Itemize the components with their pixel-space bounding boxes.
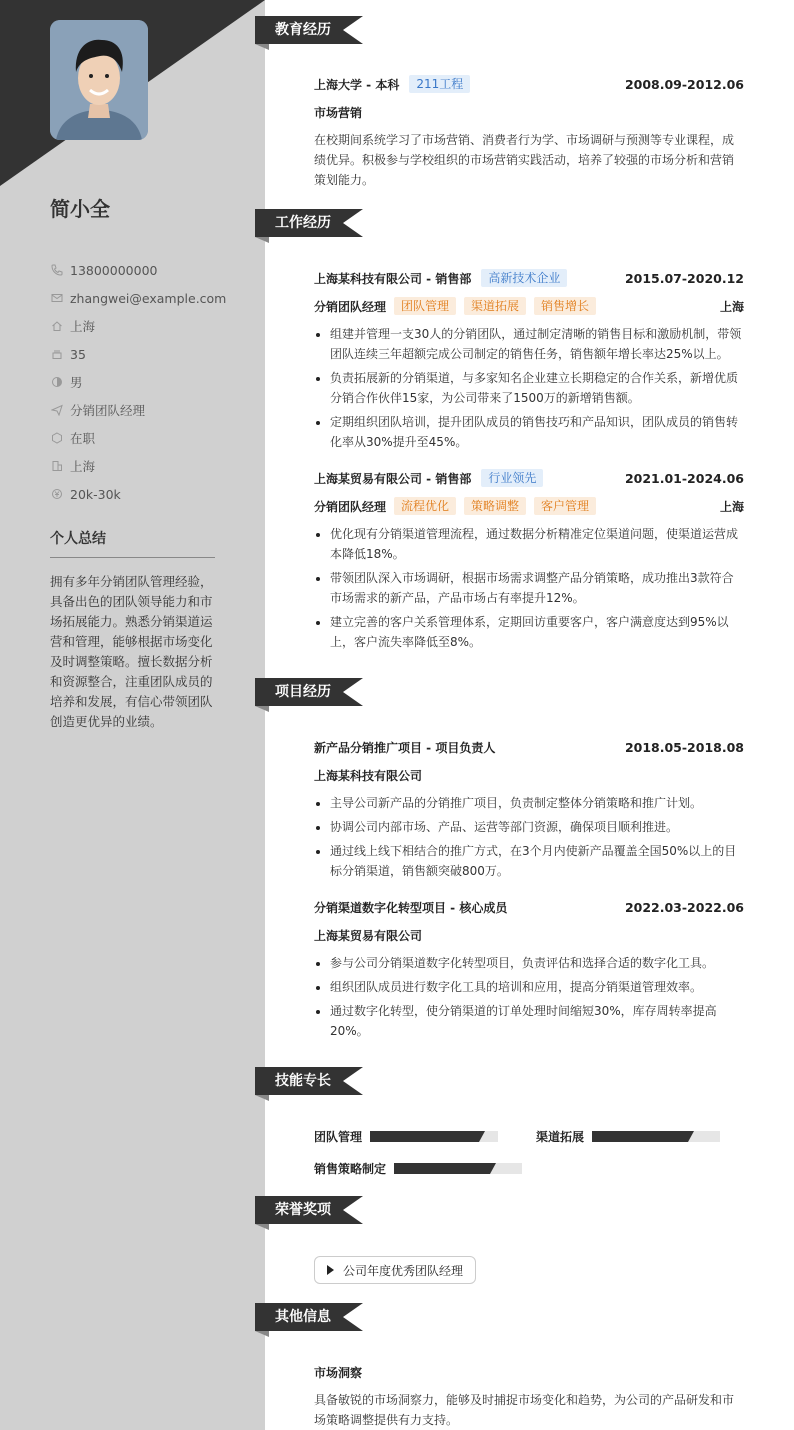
info-phone: 13800000000 [50,256,226,284]
info-location: 上海 [50,312,226,340]
skill-item: 销售策略制定 [314,1160,522,1177]
skill-tag: 渠道拓展 [464,297,526,315]
job-role: 分销团队经理 [314,499,387,514]
list-item: 带领团队深入市场调研，根据市场需求调整产品分销策略，成功推出3款符合市场需求的新产品，产品市场占有率提升12%。 [314,568,744,608]
skill-item: 渠道拓展 [536,1128,720,1145]
project-entry [314,737,744,885]
gender-icon [50,375,64,389]
sidebar [0,0,265,1430]
candidate-name: 简小全 [50,197,110,221]
education-desc: 在校期间系统学习了市场营销、消费者行为学、市场调研与预测等专业课程，成绩优异。积极参与学校组织的市场营销实践活动，培养了较强的市场分析和营销策划能力。 [314,133,735,187]
info-salary: 20k-30k [50,480,226,508]
work-entry [314,468,744,656]
job-role: 分销团队经理 [314,299,387,314]
list-item: 参与公司分销渠道数字化转型项目，负责评估和选择合适的数字化工具。 [314,953,744,973]
play-icon [327,1265,334,1275]
skill-tag: 流程优化 [394,497,456,515]
award-item: 公司年度优秀团队经理 [314,1256,476,1284]
list-item: 通过数字化转型，使分销渠道的订单处理时间缩短30%，库存周转率提高20%。 [314,1001,744,1041]
list-item: 定期组织团队培训，提升团队成员的销售技巧和产品知识，团队成员的销售转化率从30%提升至45%。 [314,412,744,452]
info-status: 在职 [50,424,226,452]
skill-bar [592,1131,720,1142]
info-email: zhangwei@example.com [50,284,226,312]
section-header-skills: 技能专长 [255,1067,363,1095]
avatar [50,20,148,140]
project-title: 分销渠道数字化转型项目 - 核心成员 [314,900,508,915]
school-name: 上海大学 - 本科 [314,77,400,92]
phone-icon [50,263,64,277]
age-icon [50,347,64,361]
home-icon [50,319,64,333]
school-tag: 211工程 [409,75,470,93]
mail-icon [50,291,64,305]
education-date: 2008.09-2012.06 [624,76,744,92]
project-date: 2018.05-2018.08 [624,739,744,755]
status-icon [50,431,64,445]
company-name: 上海某贸易有限公司 - 销售部 [314,471,472,486]
main-content [255,0,794,1430]
summary-text: 拥有多年分销团队管理经验，具备出色的团队领导能力和市场拓展能力。熟悉分销渠道运营和管理，能够根据市场变化及时调整策略。擅长数据分析和资源整合，注重团队成员的培养和发展，有信心带领团队创造更优异的业绩。 [50,574,213,729]
list-item: 负责拓展新的分销渠道，与多家知名企业建立长期稳定的合作关系，新增优质分销合作伙伴15家，为公司带来了1500万的新增销售额。 [314,368,744,408]
other-title: 市场洞察 [314,1365,363,1380]
summary-title: 个人总结 [50,528,215,558]
salary-icon [50,487,64,501]
skill-bar-fill [370,1131,485,1142]
project-org: 上海某贸易有限公司 [314,928,423,943]
company-name: 上海某科技有限公司 - 销售部 [314,271,472,286]
section-header-projects: 项目经历 [255,678,363,706]
building-icon [50,459,64,473]
section-header-education: 教育经历 [255,16,363,44]
skill-tag: 客户管理 [534,497,596,515]
list-item: 组建并管理一支30人的分销团队，通过制定清晰的销售目标和激励机制，带领团队连续三年超额完成公司制定的销售任务，销售额年增长率达25%以上。 [314,324,744,364]
other-desc: 具备敏锐的市场洞察力，能够及时捕捉市场变化和趋势，为公司的产品研发和市场策略调整提供有力支持。 [314,1393,735,1427]
other-entry [314,1362,744,1430]
work-date: 2015.07-2020.12 [624,270,744,286]
major: 市场营销 [314,105,363,120]
list-item: 优化现有分销渠道管理流程，通过数据分析精准定位渠道问题，使渠道运营成本降低18%。 [314,524,744,564]
info-age: 35 [50,340,226,368]
info-gender: 男 [50,368,226,396]
list-item: 建立完善的客户关系管理体系，定期回访重要客户，客户满意度达到95%以上，客户流失率降低至8%。 [314,612,744,652]
education-entry [314,74,744,190]
work-entry [314,268,744,456]
company-tag: 高新技术企业 [481,269,567,287]
work-city: 上海 [719,499,744,514]
info-position: 分销团队经理 [50,396,226,424]
send-icon [50,403,64,417]
skill-bar-fill [394,1163,496,1174]
work-date: 2021.01-2024.06 [624,470,744,486]
list-item: 主导公司新产品的分销推广项目，负责制定整体分销策略和推广计划。 [314,793,744,813]
project-date: 2022.03-2022.06 [624,899,744,915]
skill-tag: 销售增长 [534,297,596,315]
skill-bar [370,1131,498,1142]
skill-bar [394,1163,522,1174]
skill-tag: 团队管理 [394,297,456,315]
project-org: 上海某科技有限公司 [314,768,423,783]
section-header-other: 其他信息 [255,1303,363,1331]
section-header-work: 工作经历 [255,209,363,237]
company-tag: 行业领先 [481,469,543,487]
info-city: 上海 [50,452,226,480]
list-item: 通过线上线下相结合的推广方式，在3个月内使新产品覆盖全国50%以上的目标分销渠道，销售额突破800万。 [314,841,744,881]
project-entry [314,897,744,1045]
list-item: 协调公司内部市场、产品、运营等部门资源，确保项目顺利推进。 [314,817,744,837]
section-header-honors: 荣誉奖项 [255,1196,363,1224]
contact-info-list [50,256,226,508]
project-title: 新产品分销推广项目 - 项目负责人 [314,740,496,755]
work-city: 上海 [719,299,744,314]
skill-bar-fill [592,1131,694,1142]
skill-item: 团队管理 [314,1128,498,1145]
skill-tag: 策略调整 [464,497,526,515]
list-item: 组织团队成员进行数字化工具的培训和应用，提高分销渠道管理效率。 [314,977,744,997]
